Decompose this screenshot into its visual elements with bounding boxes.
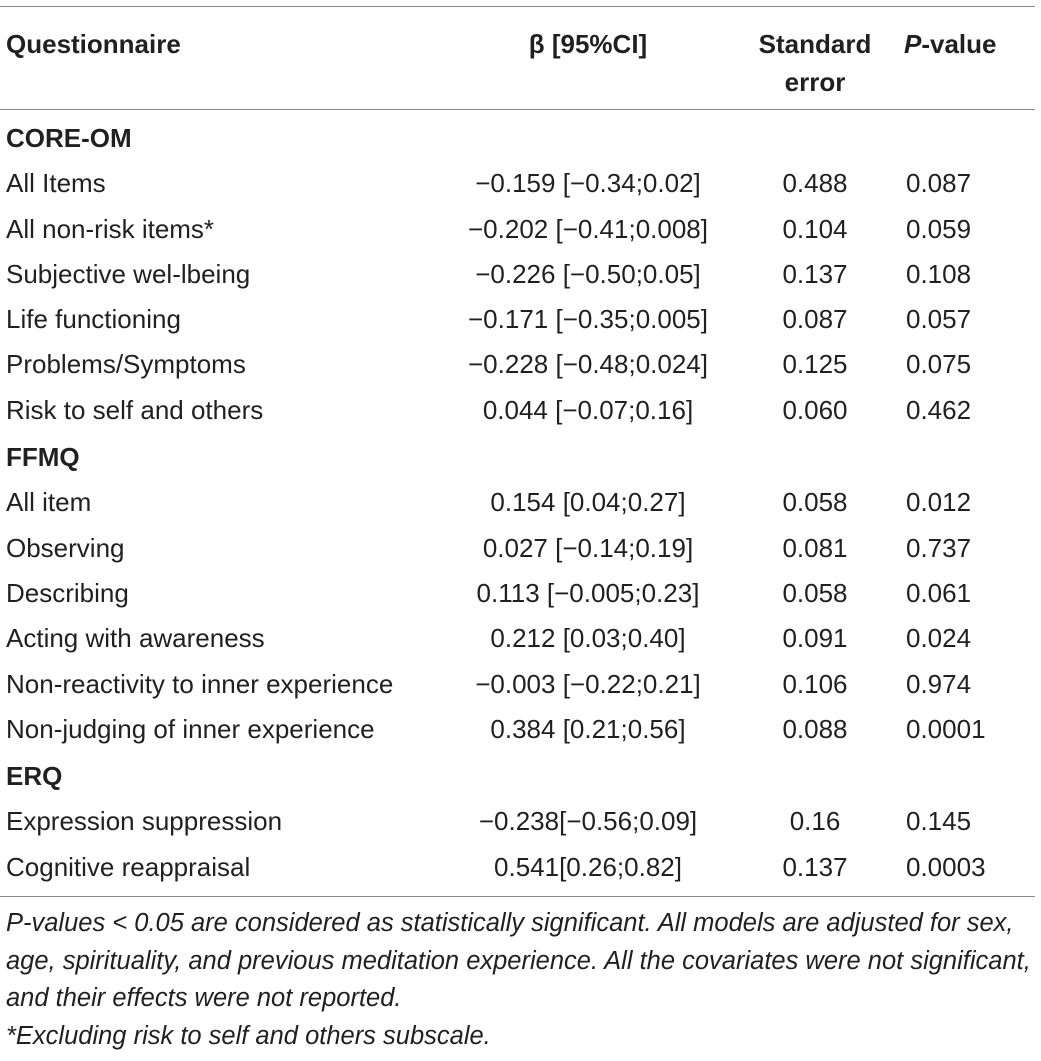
cell-questionnaire-item: Problems/Symptoms bbox=[6, 349, 246, 380]
table-row bbox=[0, 342, 1035, 387]
header-se-line2: error bbox=[784, 67, 846, 97]
cell-standard-error: 0.087 bbox=[782, 304, 848, 335]
section-title: CORE-OM bbox=[6, 123, 132, 153]
section-title: FFMQ bbox=[6, 442, 80, 473]
footnote-excluding: *Excluding risk to self and others subscale. bbox=[6, 1021, 491, 1050]
section-title: ERQ bbox=[6, 761, 63, 792]
cell-standard-error: 0.106 bbox=[782, 668, 848, 699]
cell-beta-ci: −0.003 [−0.22;0.21] bbox=[475, 668, 701, 699]
cell-questionnaire-item: Non-reactivity to inner experience bbox=[6, 668, 394, 699]
cell-standard-error: 0.060 bbox=[782, 394, 848, 425]
footnote-significance: P-values < 0.05 are considered as statistically significant. All models are adjusted for sex, age, spirituality, and previous meditation experience. All the covariates were not significant, and their effects were not reported. bbox=[6, 909, 1031, 1013]
cell-beta-ci: 0.027 [−0.14;0.19] bbox=[482, 532, 694, 563]
table-row bbox=[0, 252, 1035, 297]
cell-questionnaire-item: Acting with awareness bbox=[6, 623, 265, 654]
header-p-italic: P bbox=[904, 29, 922, 59]
table-row bbox=[0, 845, 1035, 896]
cell-p-value: 0.462 bbox=[906, 394, 972, 425]
cell-questionnaire-item: Non-judging of inner experience bbox=[6, 713, 375, 744]
cell-beta-ci: 0.154 [0.04;0.27] bbox=[490, 487, 686, 518]
header-standard-error bbox=[736, 7, 894, 109]
results-table bbox=[0, 7, 1035, 896]
cell-beta-ci: −0.202 [−0.41;0.008] bbox=[468, 213, 708, 244]
table-row bbox=[0, 707, 1035, 752]
table-row bbox=[0, 526, 1035, 571]
results-table-container bbox=[0, 6, 1035, 1055]
cell-p-value: 0.974 bbox=[906, 668, 972, 699]
cell-p-value: 0.012 bbox=[906, 487, 972, 518]
table-row bbox=[0, 161, 1035, 206]
table-row bbox=[0, 571, 1035, 616]
cell-beta-ci: 0.541[0.26;0.82] bbox=[494, 851, 682, 882]
cell-p-value: 0.0003 bbox=[906, 851, 986, 882]
cell-beta-ci: −0.226 [−0.50;0.05] bbox=[475, 258, 701, 289]
cell-questionnaire-item: Subjective wel-lbeing bbox=[6, 258, 251, 289]
cell-beta-ci: 0.113 [−0.005;0.23] bbox=[476, 577, 700, 608]
cell-standard-error: 0.088 bbox=[782, 713, 848, 744]
table-row bbox=[0, 662, 1035, 707]
cell-p-value: 0.0001 bbox=[906, 713, 986, 744]
cell-questionnaire-item: All item bbox=[6, 487, 92, 518]
cell-standard-error: 0.137 bbox=[782, 258, 848, 289]
table-row bbox=[0, 388, 1035, 433]
cell-p-value: 0.024 bbox=[906, 623, 972, 654]
cell-beta-ci: 0.212 [0.03;0.40] bbox=[490, 623, 686, 654]
table-row bbox=[0, 616, 1035, 661]
header-p-rest: -value bbox=[921, 29, 997, 59]
header-row bbox=[0, 7, 1035, 109]
cell-p-value: 0.737 bbox=[906, 532, 972, 563]
cell-standard-error: 0.137 bbox=[782, 851, 848, 882]
table-row bbox=[0, 799, 1035, 844]
cell-p-value: 0.145 bbox=[906, 806, 972, 837]
cell-questionnaire-item: Expression suppression bbox=[6, 806, 283, 837]
cell-p-value: 0.057 bbox=[906, 304, 972, 335]
table-body bbox=[0, 109, 1035, 896]
cell-beta-ci: −0.171 [−0.35;0.005] bbox=[468, 304, 708, 335]
cell-beta-ci: −0.159 [−0.34;0.02] bbox=[475, 168, 701, 199]
section-row bbox=[0, 752, 1035, 799]
cell-standard-error: 0.058 bbox=[782, 577, 848, 608]
header-beta-ci: β [95%CI] bbox=[528, 29, 648, 59]
cell-standard-error: 0.081 bbox=[782, 532, 848, 563]
section-row bbox=[0, 110, 1035, 161]
header-se-line1: Standard bbox=[758, 29, 872, 59]
table-row bbox=[0, 297, 1035, 342]
cell-beta-ci: −0.238[−0.56;0.09] bbox=[478, 806, 698, 837]
cell-p-value: 0.059 bbox=[906, 213, 972, 244]
section-row bbox=[0, 433, 1035, 480]
cell-questionnaire-item: Cognitive reappraisal bbox=[6, 851, 251, 882]
cell-p-value: 0.087 bbox=[906, 168, 972, 199]
table-footnotes bbox=[0, 897, 1035, 1055]
cell-questionnaire-item: All Items bbox=[6, 168, 106, 199]
cell-standard-error: 0.058 bbox=[782, 487, 848, 518]
cell-p-value: 0.075 bbox=[906, 349, 972, 380]
cell-beta-ci: 0.384 [0.21;0.56] bbox=[490, 713, 686, 744]
table-row bbox=[0, 207, 1035, 252]
cell-standard-error: 0.16 bbox=[789, 806, 841, 837]
cell-questionnaire-item: Life functioning bbox=[6, 304, 181, 335]
header-p-value bbox=[894, 7, 1035, 109]
table-row bbox=[0, 480, 1035, 525]
cell-standard-error: 0.104 bbox=[782, 213, 848, 244]
cell-questionnaire-item: Observing bbox=[6, 532, 125, 563]
cell-p-value: 0.108 bbox=[906, 258, 972, 289]
cell-questionnaire-item: All non-risk items* bbox=[6, 213, 215, 244]
cell-p-value: 0.061 bbox=[906, 577, 972, 608]
cell-standard-error: 0.091 bbox=[782, 623, 848, 654]
cell-questionnaire-item: Describing bbox=[6, 577, 129, 608]
cell-standard-error: 0.125 bbox=[782, 349, 848, 380]
cell-questionnaire-item: Risk to self and others bbox=[6, 394, 264, 425]
table-header bbox=[0, 7, 1035, 109]
cell-beta-ci: 0.044 [−0.07;0.16] bbox=[482, 394, 694, 425]
header-questionnaire: Questionnaire bbox=[6, 29, 181, 59]
cell-beta-ci: −0.228 [−0.48;0.024] bbox=[468, 349, 708, 380]
cell-standard-error: 0.488 bbox=[782, 168, 848, 199]
